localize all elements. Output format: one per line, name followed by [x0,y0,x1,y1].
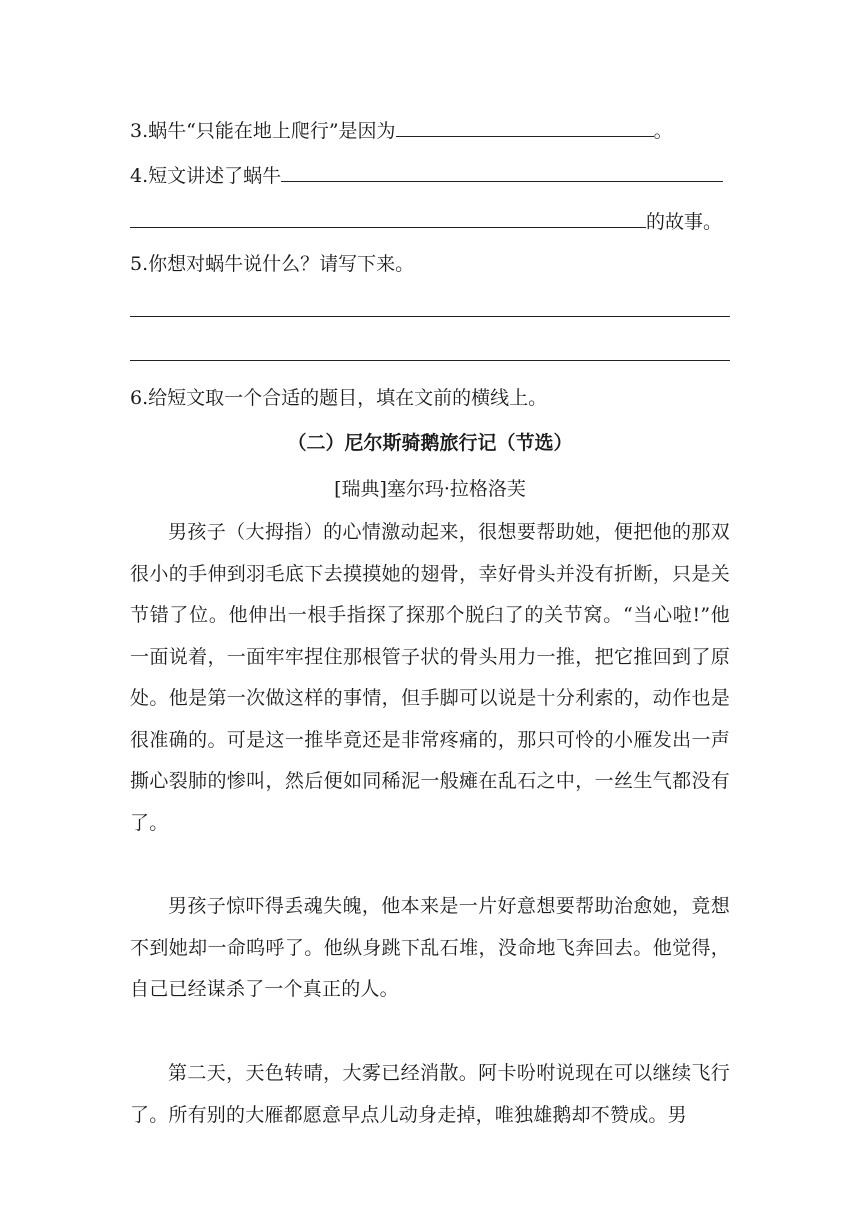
question-4-answer-blank-2[interactable] [130,207,646,228]
question-3-text: 3.蜗牛“只能在地上爬行”是因为 [130,120,396,142]
question-4-suffix: 的故事。 [646,211,723,233]
question-3-answer-blank[interactable] [396,116,654,137]
question-3 [130,116,673,143]
question-5-answer-line-2[interactable] [130,360,730,361]
question-6-text: 6.给短文取一个合适的题目，填在文前的横线上。 [130,387,548,409]
paragraph-1: 男孩子（大拇指）的心情激动起来，很想要帮助她，便把他的那双很小的手伸到羽毛底下去摸摸她的翅骨，幸好骨头并没有折断，只是关节错了位。他伸出一根手指探了探那个脱臼了的关节窝。“当心啦!”他一面说着，一面牢牢捏住那根管子状的骨头用力一推，把它推回到了原处。他是第一次做这样的事情，但手脚可以说是十分利索的，动作也是很准确的。可是这一推毕竟还是非常疼痛的，那只可怜的小雁发出一声撕心裂肺的惨叫，然后便如同稀泥一般瘫在乱石之中，一丝生气都没有了。 [130,521,730,834]
section-author: [瑞典]塞尔玛·拉格洛芙 [334,478,526,500]
paragraph-3: 第二天，天色转晴，大雾已经消散。阿卡吩咐说现在可以继续飞行了。所有别的大雁都愿意早点儿动身走掉，唯独雄鹅却不赞成。男 [130,1062,730,1126]
question-6 [130,386,547,410]
question-4-continued [130,207,722,234]
question-5-answer-line-1[interactable] [130,316,730,317]
question-3-suffix: 。 [653,120,673,142]
question-5-text: 5.你想对蜗牛说什么？请写下来。 [130,253,415,275]
section-title: （二）尼尔斯骑鹅旅行记（节选） [287,432,573,454]
question-5 [130,252,414,276]
question-4-text: 4.短文讲述了蜗牛 [130,165,282,187]
question-4-answer-blank-1[interactable] [281,161,723,182]
paragraph-2: 男孩子惊吓得丢魂失魄，他本来是一片好意想要帮助治愈她，竟想不到她却一命呜呼了。他纵身跳下乱石堆，没命地飞奔回去。他觉得，自己已经谋杀了一个真正的人。 [130,895,730,1000]
question-4 [130,161,723,188]
